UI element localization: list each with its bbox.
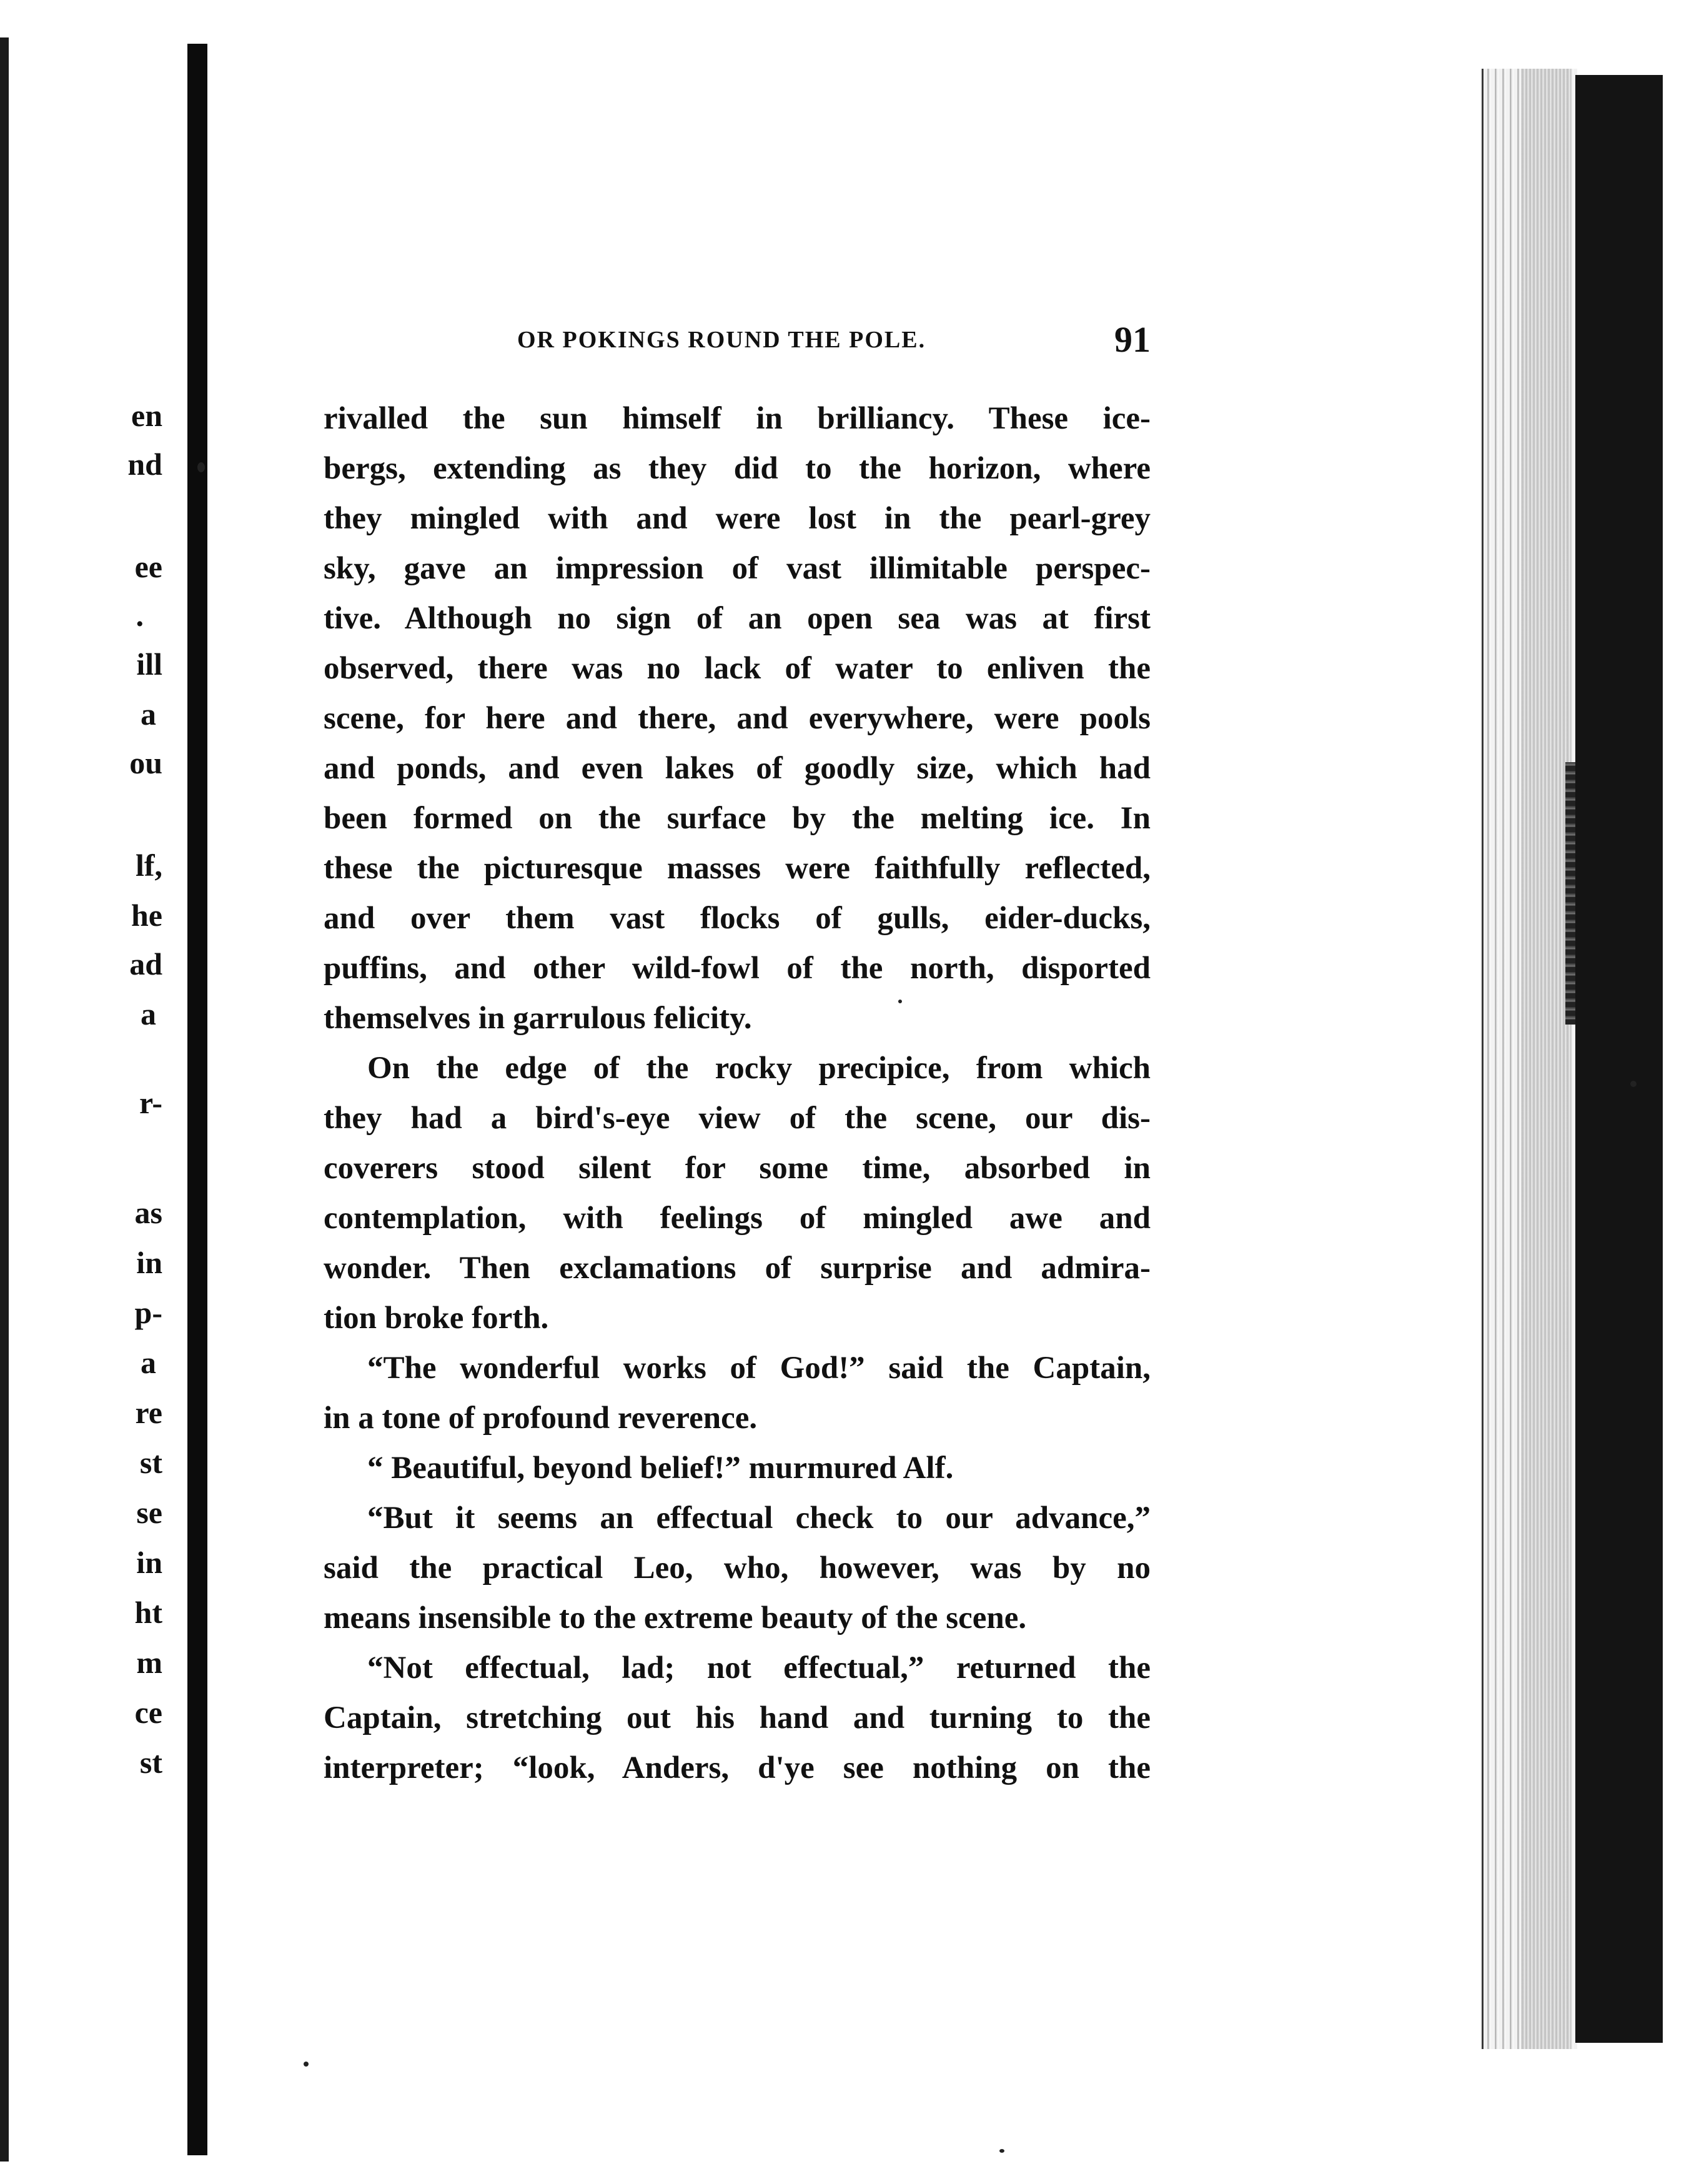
scan-speck	[1630, 1081, 1637, 1087]
scan-speck	[898, 1000, 902, 1003]
text-line: rivalled the sun himself in brilliancy. These ice-	[324, 401, 1151, 436]
text-line: and over them vast flocks of gulls, eider-ducks,	[324, 901, 1151, 936]
left-fragment: re	[135, 1395, 162, 1430]
scan-speck	[999, 2149, 1004, 2153]
left-fragment: in	[136, 1245, 162, 1280]
text-line: sky, gave an impression of vast illimitable perspec-	[324, 551, 1151, 586]
left-fragment: .	[136, 598, 144, 633]
paragraph-single-line: “ Beautiful, beyond belief!” murmured Alf.	[367, 1451, 954, 1486]
left-fragment: st	[139, 1745, 162, 1780]
paragraph-first-line: “Not effectual, lad; not effectual,” returned the	[367, 1650, 1151, 1685]
left-page-fragment	[0, 0, 181, 2184]
text-line: they mingled with and were lost in the pearl-grey	[324, 501, 1151, 536]
page-fore-edge	[1482, 69, 1577, 2049]
book-gutter	[187, 44, 207, 2155]
text-line: tive. Although no sign of an open sea was at first	[324, 601, 1151, 636]
left-fragment: ad	[129, 946, 162, 981]
left-fragment: st	[139, 1445, 162, 1480]
text-line: wonder. Then exclamations of surprise and admira-	[324, 1251, 1151, 1286]
text-line: bergs, extending as they did to the horizon, where	[324, 451, 1151, 486]
paragraph-end-line: means insensible to the extreme beauty of the scene.	[324, 1601, 1027, 1636]
paragraph-first-line: On the edge of the rocky precipice, from which	[367, 1051, 1151, 1086]
left-fragment: a	[141, 697, 156, 732]
paragraph-first-line: “But it seems an effectual check to our advance,”	[367, 1501, 1151, 1536]
scan-speck	[304, 2062, 309, 2067]
text-line: and ponds, and even lakes of goodly size, which had	[324, 751, 1151, 786]
text-line: observed, there was no lack of water to enliven the	[324, 651, 1151, 686]
paragraph-first-line: “The wonderful works of God!” said the Captain,	[367, 1351, 1151, 1386]
left-fragment: nd	[127, 447, 162, 482]
paragraph-end-line: tion broke forth.	[324, 1301, 549, 1336]
page-edge-stack	[1521, 69, 1571, 2049]
left-fragment: as	[134, 1195, 162, 1230]
left-fragment: en	[131, 398, 162, 433]
paragraph-end-line: in a tone of profound reverence.	[324, 1401, 758, 1436]
left-fragment: ou	[129, 745, 162, 780]
running-title: OR POKINGS ROUND THE POLE.	[517, 327, 926, 353]
scan-speck	[197, 462, 205, 472]
left-fragment: lf,	[135, 848, 162, 883]
text-line: contemplation, with feelings of mingled awe and	[324, 1201, 1151, 1236]
text-line: coverers stood silent for some time, absorbed in	[324, 1151, 1151, 1186]
left-fragment: p-	[134, 1295, 162, 1330]
text-line: puffins, and other wild-fowl of the north, disported	[324, 951, 1151, 986]
left-fragment: a	[141, 996, 156, 1031]
book-cover-edge	[1575, 75, 1663, 2043]
page-number: 91	[1114, 319, 1151, 360]
left-fragment: se	[136, 1495, 162, 1530]
left-fragment: m	[136, 1645, 162, 1680]
text-line: they had a bird's-eye view of the scene, our dis-	[324, 1101, 1151, 1136]
text-line: been formed on the surface by the melting ice. In	[324, 801, 1151, 836]
text-line: Captain, stretching out his hand and turning to the	[324, 1700, 1151, 1735]
left-fragment: ill	[136, 647, 162, 682]
text-line: scene, for here and there, and everywhere, were pools	[324, 701, 1151, 736]
left-page-shadow-edge	[0, 37, 9, 2162]
left-fragment: in	[136, 1545, 162, 1580]
text-line: interpreter; “look, Anders, d'ye see nothing on the	[324, 1750, 1151, 1785]
left-fragment: he	[131, 898, 162, 933]
paragraph-end-line: themselves in garrulous felicity.	[324, 1001, 752, 1036]
left-fragment: ht	[134, 1595, 162, 1630]
left-fragment: r-	[139, 1085, 162, 1120]
left-fragment: ee	[134, 549, 162, 584]
text-line: these the picturesque masses were faithfully reflected,	[324, 851, 1151, 886]
left-fragment: a	[141, 1345, 156, 1380]
left-fragment: ce	[134, 1695, 162, 1730]
text-line: said the practical Leo, who, however, was by no	[324, 1551, 1151, 1586]
